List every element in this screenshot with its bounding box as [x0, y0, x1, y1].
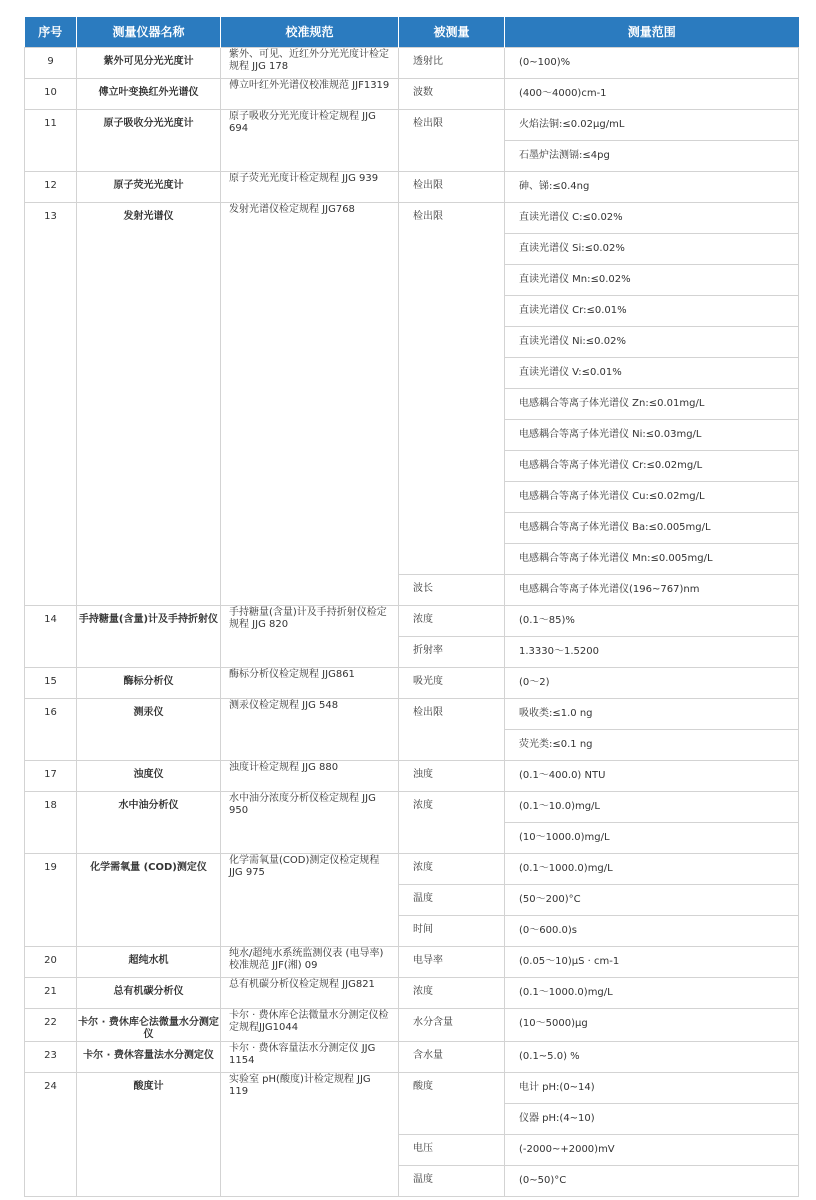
row-range: 直读光谱仪 Mn:≤0.02%: [505, 264, 799, 295]
row-calibration-spec: 原子荧光光度计检定规程 JJG 939: [221, 171, 399, 202]
row-calibration-spec: 卡尔 · 费休库仑法微量水分测定仪检定规程JJG1044: [221, 1008, 399, 1041]
table-row: [25, 977, 799, 1008]
row-measurand: 波数: [399, 78, 505, 109]
table-header-row: [25, 17, 799, 47]
table-row: [25, 171, 799, 202]
row-range: 石墨炉法测镉:≤4pg: [505, 140, 799, 171]
row-calibration-spec: 实验室 pH(酸度)计检定规程 JJG 119: [221, 1072, 399, 1196]
row-measurand: 电压: [399, 1134, 505, 1165]
row-range: (0.1～1000.0)mg/L: [505, 853, 799, 884]
row-range: 砷、锑:≤0.4ng: [505, 171, 799, 202]
row-measurand: 波长: [399, 574, 505, 605]
row-measurand: 含水量: [399, 1041, 505, 1072]
table-row: [25, 109, 799, 140]
row-calibration-spec: 纯水/超纯水系统监测仪表 (电导率) 校准规范 JJF(湘) 09: [221, 946, 399, 977]
row-instrument-name: 浊度仪: [77, 760, 221, 791]
row-instrument-name: 超纯水机: [77, 946, 221, 977]
row-calibration-spec: 手持糖量(含量)计及手持折射仪检定规程 JJG 820: [221, 605, 399, 667]
row-calibration-spec: 测汞仪检定规程 JJG 548: [221, 698, 399, 760]
row-measurand: 吸光度: [399, 667, 505, 698]
row-range: 电感耦合等离子体光谱仪 Cu:≤0.02mg/L: [505, 481, 799, 512]
row-seq: 10: [25, 78, 77, 109]
row-range: (0～2): [505, 667, 799, 698]
row-range: 电感耦合等离子体光谱仪 Ni:≤0.03mg/L: [505, 419, 799, 450]
table-row: [25, 1041, 799, 1072]
row-range: (-2000~+2000)mV: [505, 1134, 799, 1165]
row-instrument-name: 发射光谱仪: [77, 202, 221, 605]
row-range: 电感耦合等离子体光谱仪 Cr:≤0.02mg/L: [505, 450, 799, 481]
row-measurand: 检出限: [399, 698, 505, 760]
row-measurand: 检出限: [399, 109, 505, 171]
header-seq: 序号: [25, 17, 77, 47]
row-measurand: 检出限: [399, 202, 505, 574]
table-row: [25, 760, 799, 791]
row-calibration-spec: 卡尔 · 费休容量法水分测定仪 JJG 1154: [221, 1041, 399, 1072]
row-seq: 22: [25, 1008, 77, 1041]
row-seq: 9: [25, 47, 77, 78]
row-range: (10～1000.0)mg/L: [505, 822, 799, 853]
header-instrument-name: 测量仪器名称: [77, 17, 221, 47]
row-instrument-name: 手持糖量(含量)计及手持折射仪: [77, 605, 221, 667]
table-row: [25, 853, 799, 884]
row-seq: 14: [25, 605, 77, 667]
row-range: 直读光谱仪 V:≤0.01%: [505, 357, 799, 388]
row-measurand: 浓度: [399, 791, 505, 853]
row-range: (50～200)°C: [505, 884, 799, 915]
row-seq: 17: [25, 760, 77, 791]
calibration-table-wrapper: [24, 17, 798, 1197]
row-range: 1.3330～1.5200: [505, 636, 799, 667]
row-instrument-name: 测汞仪: [77, 698, 221, 760]
row-calibration-spec: 水中油分浓度分析仪检定规程 JJG 950: [221, 791, 399, 853]
row-seq: 20: [25, 946, 77, 977]
row-measurand: 透射比: [399, 47, 505, 78]
row-calibration-spec: 浊度计检定规程 JJG 880: [221, 760, 399, 791]
row-range: (10～5000)μg: [505, 1008, 799, 1041]
row-seq: 16: [25, 698, 77, 760]
row-instrument-name: 原子吸收分光光度计: [77, 109, 221, 171]
row-instrument-name: 紫外可见分光光度计: [77, 47, 221, 78]
row-range: (0.1～400.0) NTU: [505, 760, 799, 791]
table-row: [25, 78, 799, 109]
header-measurand: 被测量: [399, 17, 505, 47]
row-range: (0.1~5.0) %: [505, 1041, 799, 1072]
table-row: [25, 791, 799, 822]
row-measurand: 检出限: [399, 171, 505, 202]
row-instrument-name: 原子荧光光度计: [77, 171, 221, 202]
row-calibration-spec: 酶标分析仪检定规程 JJG861: [221, 667, 399, 698]
row-calibration-spec: 发射光谱仪检定规程 JJG768: [221, 202, 399, 605]
row-calibration-spec: 原子吸收分光光度计检定规程 JJG 694: [221, 109, 399, 171]
row-instrument-name: 卡尔 · 费休库仑法微量水分测定仪: [77, 1008, 221, 1041]
row-range: 火焰法铜:≤0.02μg/mL: [505, 109, 799, 140]
row-calibration-spec: 总有机碳分析仪检定规程 JJG821: [221, 977, 399, 1008]
table-row: [25, 47, 799, 78]
row-range: (0~100)%: [505, 47, 799, 78]
row-measurand: 浓度: [399, 605, 505, 636]
row-range: (0.1～1000.0)mg/L: [505, 977, 799, 1008]
row-measurand: 折射率: [399, 636, 505, 667]
header-range: 测量范围: [505, 17, 799, 47]
row-range: (0～600.0)s: [505, 915, 799, 946]
row-calibration-spec: 化学需氧量(COD)测定仪检定规程 JJG 975: [221, 853, 399, 946]
row-range: 直读光谱仪 C:≤0.02%: [505, 202, 799, 233]
row-seq: 18: [25, 791, 77, 853]
row-seq: 24: [25, 1072, 77, 1196]
row-seq: 21: [25, 977, 77, 1008]
row-measurand: 时间: [399, 915, 505, 946]
table-row: [25, 667, 799, 698]
row-range: (0.1～10.0)mg/L: [505, 791, 799, 822]
row-measurand: 浓度: [399, 977, 505, 1008]
calibration-table: [24, 17, 799, 1197]
row-range: 电计 pH:(0~14): [505, 1072, 799, 1103]
row-measurand: 酸度: [399, 1072, 505, 1134]
row-range: (0~50)°C: [505, 1165, 799, 1196]
row-seq: 11: [25, 109, 77, 171]
row-seq: 15: [25, 667, 77, 698]
row-instrument-name: 酶标分析仪: [77, 667, 221, 698]
row-instrument-name: 傅立叶变换红外光谱仪: [77, 78, 221, 109]
table-row: [25, 698, 799, 729]
row-range: (400～4000)cm-1: [505, 78, 799, 109]
row-measurand: 温度: [399, 884, 505, 915]
table-body: [25, 47, 799, 1196]
row-instrument-name: 化学需氧量 (COD)测定仪: [77, 853, 221, 946]
table-row: [25, 1072, 799, 1103]
row-seq: 23: [25, 1041, 77, 1072]
row-range: 电感耦合等离子体光谱仪 Zn:≤0.01mg/L: [505, 388, 799, 419]
row-calibration-spec: 紫外、可见、近红外分光光度计检定规程 JJG 178: [221, 47, 399, 78]
row-instrument-name: 水中油分析仪: [77, 791, 221, 853]
row-range: 仪器 pH:(4~10): [505, 1103, 799, 1134]
row-seq: 19: [25, 853, 77, 946]
row-range: (0.1～85)%: [505, 605, 799, 636]
row-range: 吸收类:≤1.0 ng: [505, 698, 799, 729]
row-measurand: 温度: [399, 1165, 505, 1196]
row-range: 荧光类:≤0.1 ng: [505, 729, 799, 760]
row-range: 直读光谱仪 Ni:≤0.02%: [505, 326, 799, 357]
row-range: 电感耦合等离子体光谱仪 Ba:≤0.005mg/L: [505, 512, 799, 543]
table-row: [25, 605, 799, 636]
row-instrument-name: 总有机碳分析仪: [77, 977, 221, 1008]
row-instrument-name: 酸度计: [77, 1072, 221, 1196]
row-measurand: 浊度: [399, 760, 505, 791]
row-measurand: 水分含量: [399, 1008, 505, 1041]
row-range: 直读光谱仪 Si:≤0.02%: [505, 233, 799, 264]
header-calibration-spec: 校准规范: [221, 17, 399, 47]
row-range: (0.05～10)μS · cm-1: [505, 946, 799, 977]
row-measurand: 浓度: [399, 853, 505, 884]
row-measurand: 电导率: [399, 946, 505, 977]
row-seq: 13: [25, 202, 77, 605]
row-seq: 12: [25, 171, 77, 202]
row-instrument-name: 卡尔 · 费休容量法水分测定仪: [77, 1041, 221, 1072]
row-range: 电感耦合等离子体光谱仪 Mn:≤0.005mg/L: [505, 543, 799, 574]
table-row: [25, 946, 799, 977]
table-row: [25, 202, 799, 233]
row-calibration-spec: 傅立叶红外光谱仪校准规范 JJF1319: [221, 78, 399, 109]
row-range: 电感耦合等离子体光谱仪(196~767)nm: [505, 574, 799, 605]
table-row: [25, 1008, 799, 1041]
row-range: 直读光谱仪 Cr:≤0.01%: [505, 295, 799, 326]
